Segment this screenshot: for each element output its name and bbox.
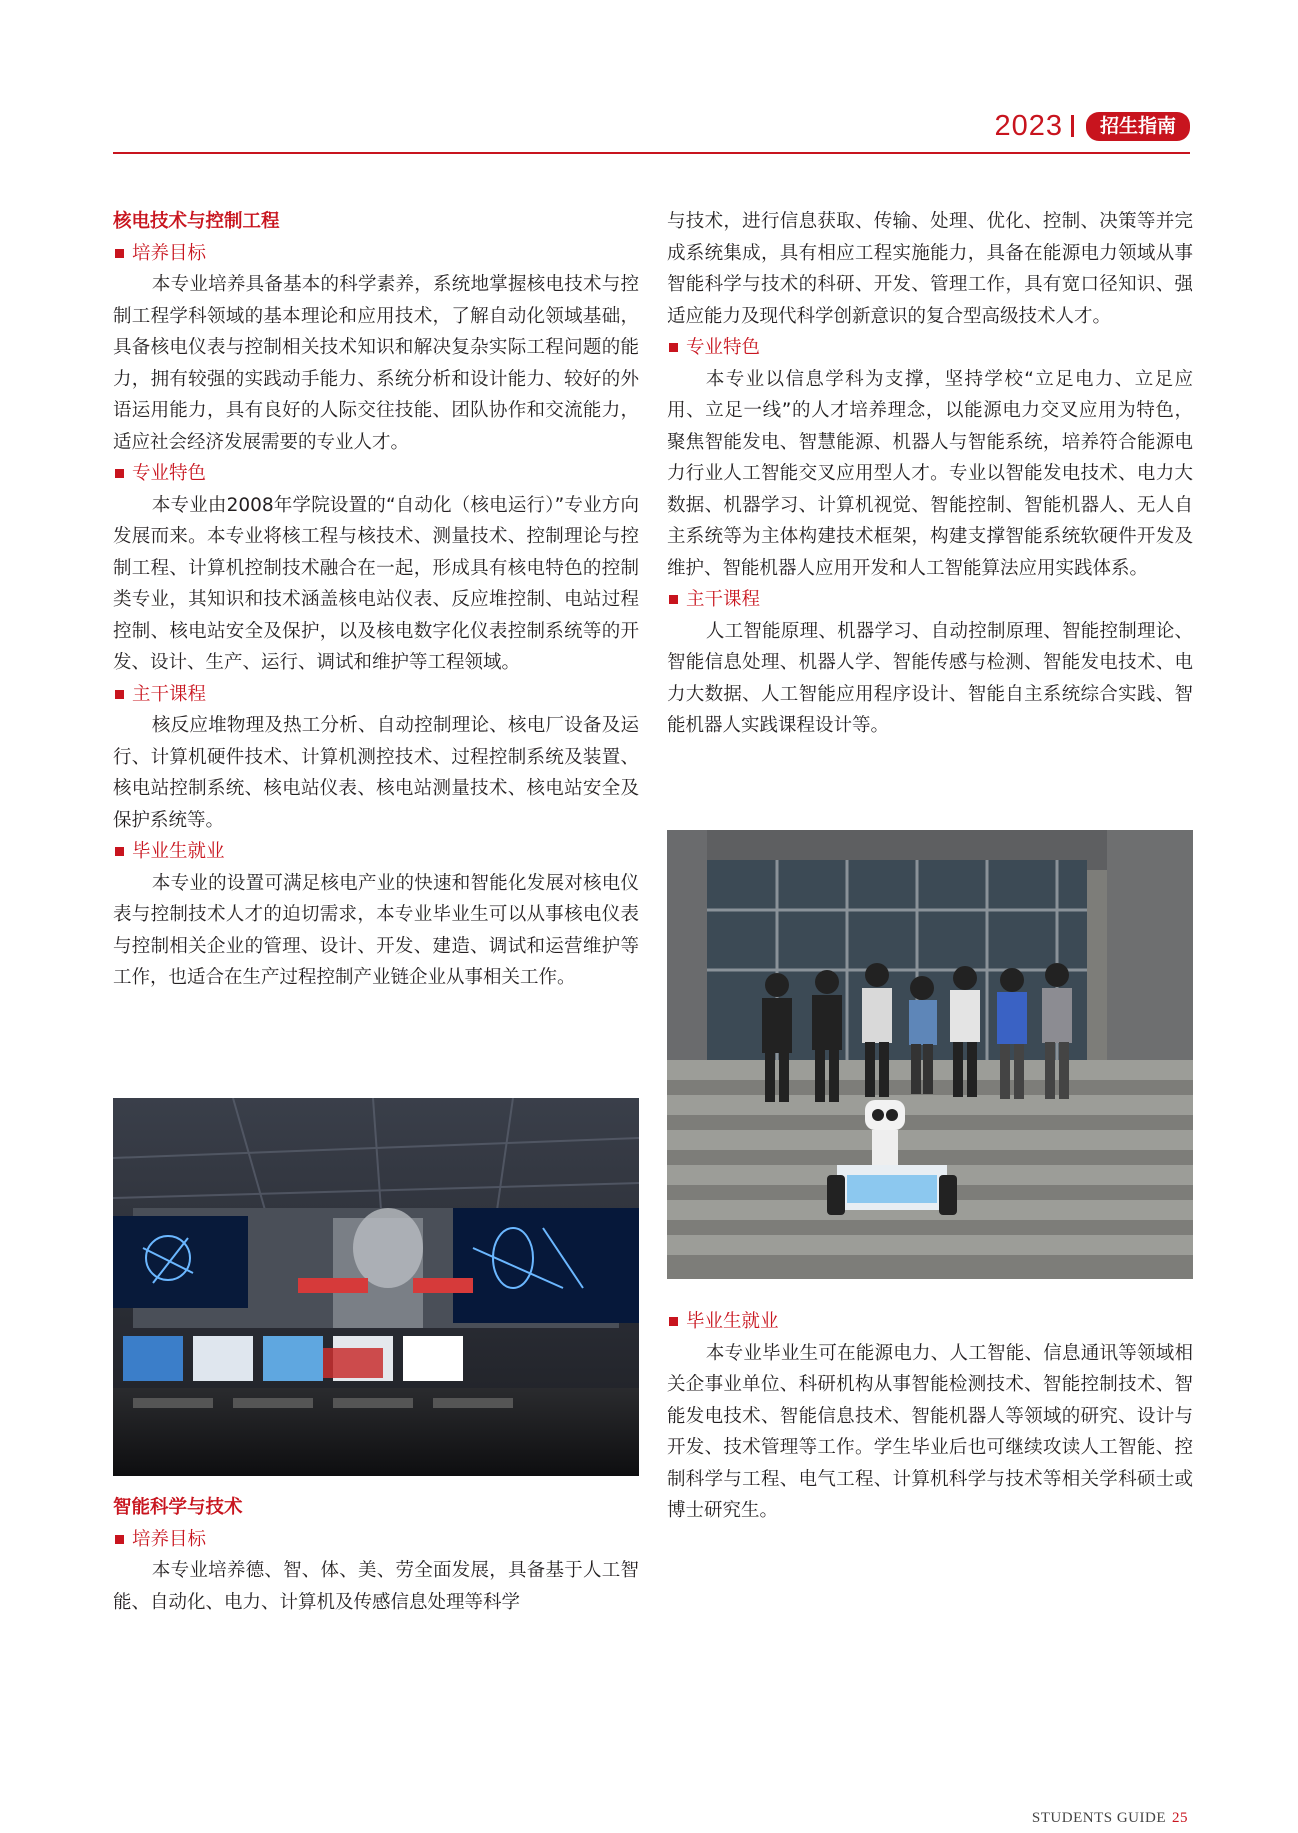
subhead-training-goal-2: 培养目标 xyxy=(113,1524,639,1556)
paragraph-employment: 本专业的设置可满足核电产业的快速和智能化发展对核电仪表与控制技术人才的迫切需求，本专业毕业生可以从事核电仪表与控制相关企业的管理、设计、开发、建造、调试和运营维护等工作，也适合在生产过程控制产业链企业从事相关工作。 xyxy=(113,872,639,988)
subhead-training-goal: 培养目标 xyxy=(113,238,639,270)
paragraph-training-goal-2: 本专业培养德、智、体、美、劳全面发展，具备基于人工智能、自动化、电力、计算机及传感信息处理等科学 xyxy=(113,1560,639,1613)
header-divider xyxy=(1071,115,1074,137)
page-header xyxy=(994,108,1190,144)
header-rule xyxy=(113,152,1190,154)
paragraph-employment-2: 本专业毕业生可在能源电力、人工智能、信息通讯等领域相关企事业单位、科研机构从事智能检测技术、智能控制技术、智能发电技术、智能信息技术、智能机器人等领域的研究、设计与开发、技术管理等工作。学生毕业后也可继续攻读人工智能、控制科学与工程、电气工程、计算机科学与技术等相关学科硕士或博士研究生。 xyxy=(667,1342,1193,1521)
square-bullet-icon xyxy=(669,343,678,352)
subhead-features: 专业特色 xyxy=(113,458,639,490)
square-bullet-icon xyxy=(669,595,678,604)
paragraph-training-goal-cont: 与技术，进行信息获取、传输、处理、优化、控制、决策等并完成系统集成，具有相应工程实施能力，具备在能源电力领域从事智能科学与技术的科研、开发、管理工作，具有宽口径知识、强适应能力及现代科学创新意识的复合型高级技术人才。 xyxy=(667,211,1193,327)
subhead-courses-2: 主干课程 xyxy=(667,584,1193,616)
header-year: 2023 xyxy=(994,109,1063,142)
right-column xyxy=(667,206,1193,742)
header-badge: 招生指南 xyxy=(1086,112,1190,141)
square-bullet-icon xyxy=(115,847,124,856)
subhead-courses: 主干课程 xyxy=(113,679,639,711)
square-bullet-icon xyxy=(669,1317,678,1326)
left-column-lower xyxy=(113,1492,639,1618)
photo-control-lab xyxy=(113,1098,639,1476)
paragraph-features: 本专业由2008年学院设置的“自动化（核电运行）”专业方向发展而来。本专业将核工程与核技术、测量技术、控制理论与控制工程、计算机控制技术融合在一起，形成具有核电特色的控制类专业，其知识和技术涵盖核电站仪表、反应堆控制、电站过程控制、核电站安全及保护，以及核电数字化仪表控制系统等的开发、设计、生产、运行、调试和维护等工程领域。 xyxy=(113,494,639,673)
section-title-intelligence: 智能科学与技术 xyxy=(113,1497,243,1518)
subhead-features-2: 专业特色 xyxy=(667,332,1193,364)
square-bullet-icon xyxy=(115,690,124,699)
subhead-employment: 毕业生就业 xyxy=(113,836,639,868)
page-footer xyxy=(1032,1810,1188,1827)
right-column-lower xyxy=(667,1306,1193,1527)
paragraph-courses-2: 人工智能原理、机器学习、自动控制原理、智能控制理论、智能信息处理、机器人学、智能传感与检测、智能发电技术、电力大数据、人工智能应用程序设计、智能自主系统综合实践、智能机器人实践课程设计等。 xyxy=(667,620,1193,736)
section-title-nuclear: 核电技术与控制工程 xyxy=(113,211,280,232)
square-bullet-icon xyxy=(115,1535,124,1544)
paragraph-training-goal: 本专业培养具备基本的科学素养，系统地掌握核电技术与控制工程学科领域的基本理论和应用技术，了解自动化领域基础，具备核电仪表与控制相关技术知识和解决复杂实际工程问题的能力，拥有较强的实践动手能力、系统分析和设计能力、较好的外语运用能力，具有良好的人际交往技能、团队协作和交流能力，适应社会经济发展需要的专业人才。 xyxy=(113,274,639,453)
subhead-employment-2: 毕业生就业 xyxy=(667,1306,1193,1338)
paragraph-courses: 核反应堆物理及热工分析、自动控制理论、核电厂设备及运行、计算机硬件技术、计算机测控技术、过程控制系统及装置、核电站控制系统、核电站仪表、核电站测量技术、核电站安全及保护系统等。 xyxy=(113,715,639,831)
square-bullet-icon xyxy=(115,249,124,258)
photo-students-robot xyxy=(667,830,1193,1279)
page-number: 25 xyxy=(1172,1810,1188,1826)
footer-label: STUDENTS GUIDE xyxy=(1031,1810,1166,1826)
square-bullet-icon xyxy=(115,469,124,478)
paragraph-features-2: 本专业以信息学科为支撑，坚持学校“立足电力、立足应用、立足一线”的人才培养理念，以能源电力交叉应用为特色，聚焦智能发电、智慧能源、机器人与智能系统，培养符合能源电力行业人工智能交叉应用型人才。专业以智能发电技术、电力大数据、机器学习、计算机视觉、智能控制、智能机器人、无人自主系统等为主体构建技术框架，构建支撑智能系统软硬件开发及维护、智能机器人应用开发和人工智能算法应用实践体系。 xyxy=(667,368,1193,579)
left-column xyxy=(113,206,639,994)
